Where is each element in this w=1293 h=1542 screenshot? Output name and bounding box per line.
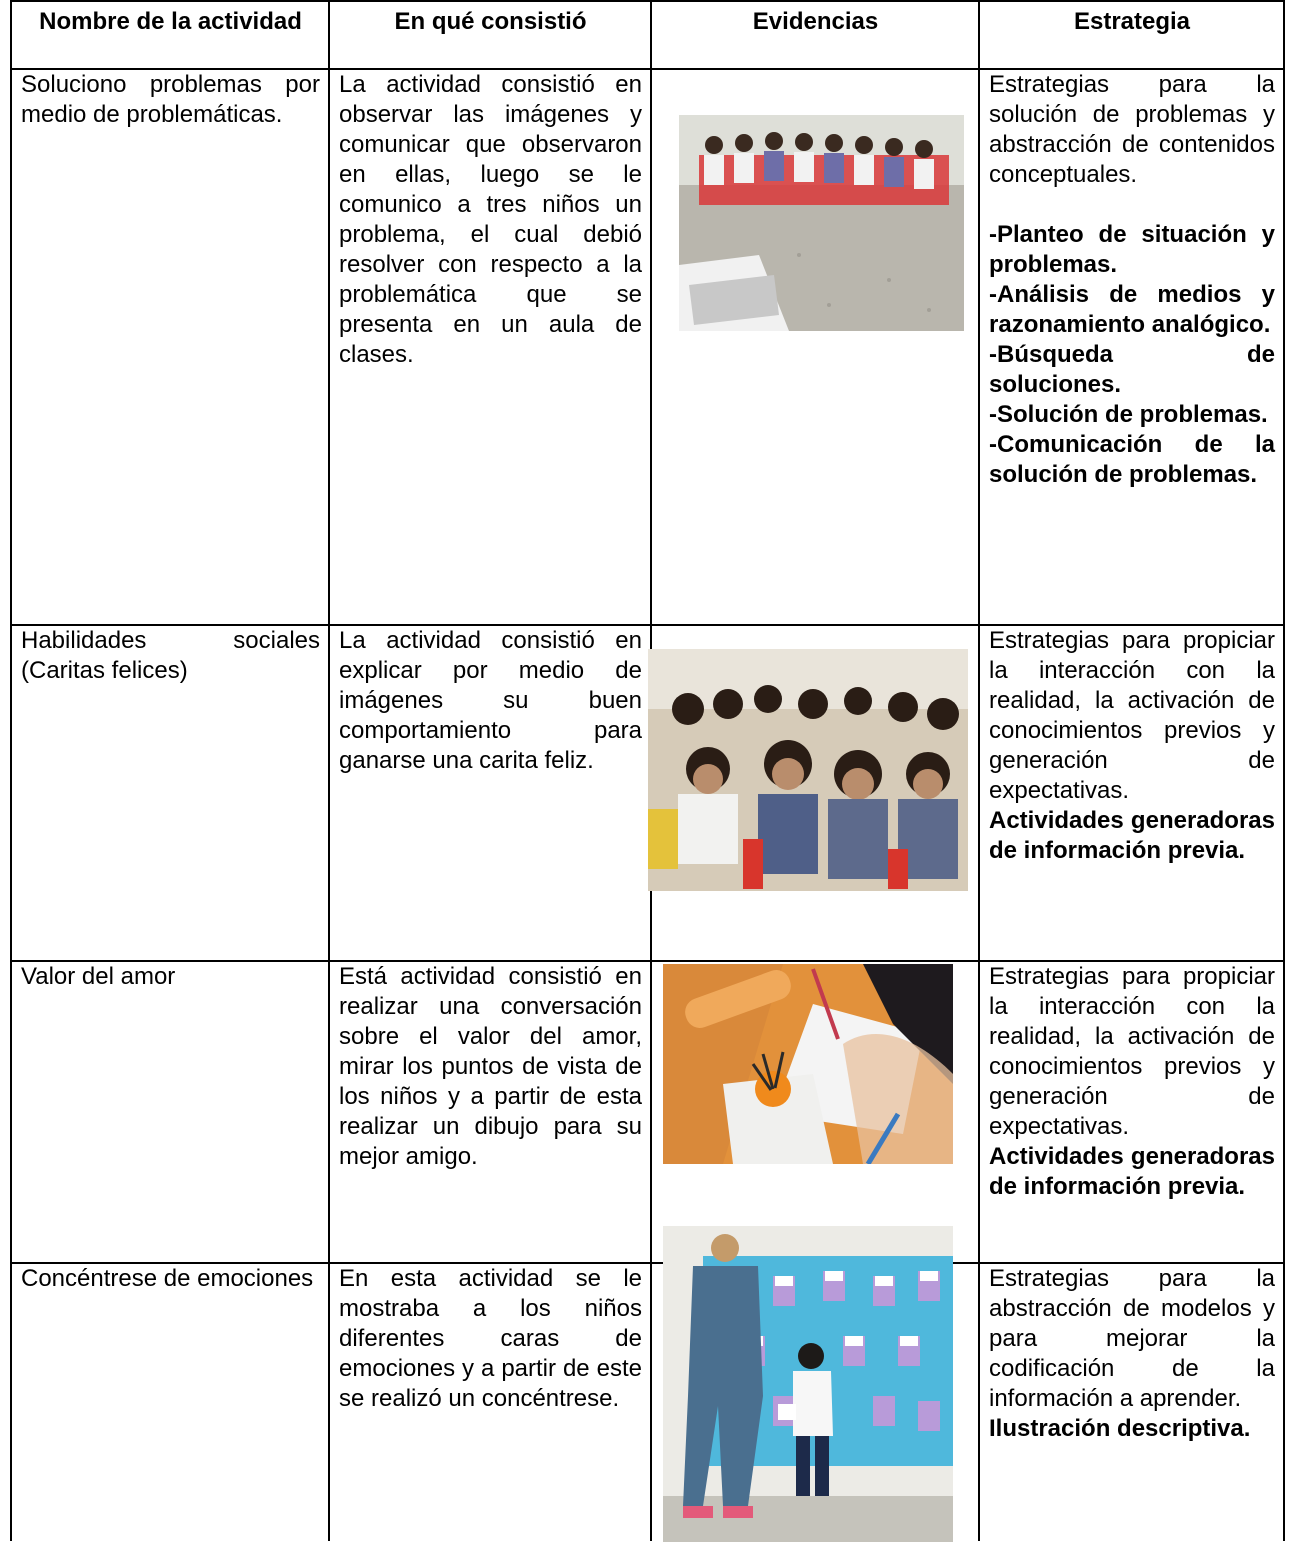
table-row (11, 69, 1284, 625)
activity-name: Valor del amor (11, 961, 329, 1263)
strategy-cell (979, 625, 1284, 961)
activity-description: La actividad consistió en explicar por medio de imágenes su buen comportamiento para ganarse una carita feliz. (329, 625, 651, 961)
photo-children-drawing-icon (663, 964, 953, 1164)
evidence-photo (1002, 116, 1292, 332)
strategy-intro: Estrategias para la solución de problemas y abstracción de contenidos conceptuales. (989, 71, 1275, 188)
photo-children-in-classroom-icon (648, 649, 968, 891)
strategy-item: -Solución de problemas. (989, 401, 1268, 428)
strategy-item: -Análisis de medios y razonamiento analógico. (989, 281, 1275, 338)
table-row (11, 961, 1284, 1263)
strategy-item: -Búsqueda de soluciones. (989, 341, 1275, 398)
strategy-item: -Planteo de situación y problemas. (989, 221, 1275, 278)
strategy-bold: Ilustración descriptiva. (989, 1415, 1251, 1442)
activity-description: La actividad consistió en observar las imágenes y comunicar que observaron en ellas, luego se le comunico a tres niños un problema, el cual debió resolver con respecto a la problemática que se presenta en un aula de clases. (329, 69, 651, 625)
strategy-intro: Estrategias para la abstracción de modelos y para mejorar la codificación de la información a aprender. (989, 1265, 1275, 1412)
header-strategy: Estrategia (979, 1, 1284, 69)
photo-children-seated-in-circle-icon (679, 115, 964, 331)
header-activity-name: Nombre de la actividad (11, 1, 329, 69)
table-header-row (11, 1, 1284, 69)
strategy-cell (979, 1263, 1284, 1541)
activity-name: Habilidades sociales (Caritas felices) (11, 625, 329, 961)
header-description: En qué consistió (329, 1, 651, 69)
strategy-item: -Comunicación de la solución de problemas. (989, 431, 1275, 488)
strategy-intro: Estrategias para propiciar la interacción con la realidad, la activación de conocimientos previos y generación de expectativas. (989, 963, 1275, 1140)
photo-teacher-and-child-at-wall-icon (663, 1226, 953, 1542)
strategy-cell (979, 961, 1284, 1263)
table-row (11, 1263, 1284, 1541)
strategy-bold: Actividades generadoras de información previa. (989, 1143, 1275, 1200)
strategy-intro: Estrategias para propiciar la interacción con la realidad, la activación de conocimientos previos y generación de expectativas. (989, 627, 1275, 804)
activity-name: Concéntrese de emociones (11, 1263, 329, 1541)
activity-description: Está actividad consistió en realizar una conversación sobre el valor del amor, mirar los puntos de vista de los niños y a partir de esta realizar un dibujo para su mejor amigo. (329, 961, 651, 1263)
activity-name: Soluciono problemas por medio de problemáticas. (11, 69, 329, 625)
strategy-bold: Actividades generadoras de información previa. (989, 807, 1275, 864)
activity-description: En esta actividad se le mostraba a los niños diferentes caras de emociones y a partir de este se realizó un concéntrese. (329, 1263, 651, 1541)
header-evidence: Evidencias (651, 1, 979, 69)
